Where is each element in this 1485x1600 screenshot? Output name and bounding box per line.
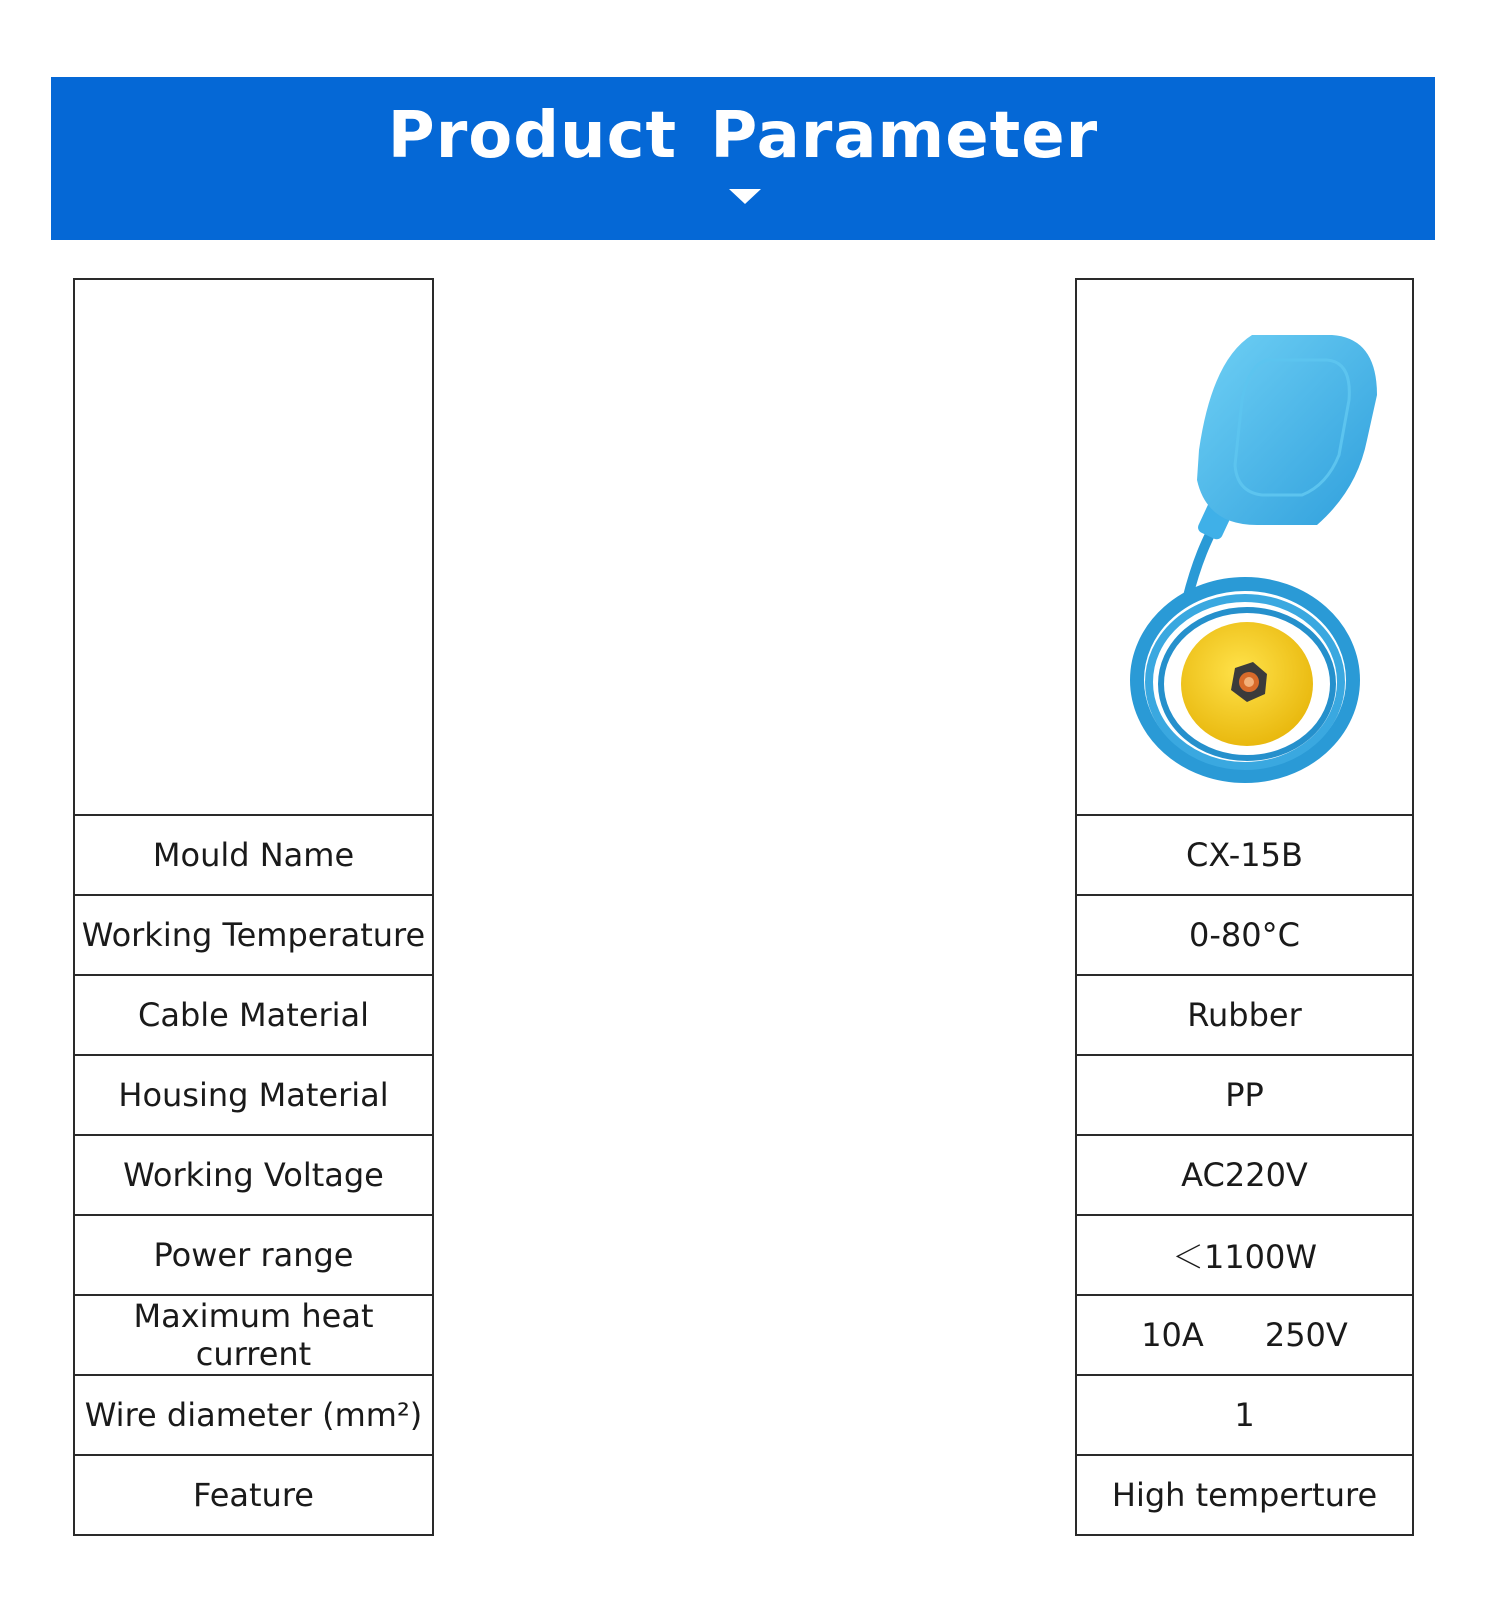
value-power-range: ＜1100W <box>1076 1215 1413 1295</box>
label-power-range: Power range <box>74 1215 433 1295</box>
labels-table <box>73 278 434 1536</box>
float-switch-image <box>1077 280 1412 814</box>
values-column <box>1075 278 1410 1536</box>
triangle-down-icon <box>729 189 761 204</box>
values-table <box>1075 278 1414 1536</box>
product-image-cell <box>1076 279 1413 815</box>
value-wire-diameter: 1 <box>1076 1375 1413 1455</box>
label-housing-material: Housing Material <box>74 1055 433 1135</box>
empty-image-cell <box>74 279 433 815</box>
label-wire-diameter: Wire diameter (mm²) <box>74 1375 433 1455</box>
value-feature: High temperture <box>1076 1455 1413 1535</box>
value-maximum-heat-current: 10A 250V <box>1076 1295 1413 1375</box>
header-banner <box>51 77 1435 240</box>
label-feature: Feature <box>74 1455 433 1535</box>
page-title: Product Parameter <box>387 99 1099 173</box>
value-mould-name: CX-15B <box>1076 815 1413 895</box>
label-mould-name: Mould Name <box>74 815 433 895</box>
value-working-temperature: 0-80°C <box>1076 895 1413 975</box>
value-working-voltage: AC220V <box>1076 1135 1413 1215</box>
float-switch-illustration <box>1077 280 1412 814</box>
label-maximum-heat-current: Maximum heat current <box>74 1295 433 1375</box>
labels-column <box>73 278 434 1536</box>
label-working-temperature: Working Temperature <box>74 895 433 975</box>
label-cable-material: Cable Material <box>74 975 433 1055</box>
value-cable-material: Rubber <box>1076 975 1413 1055</box>
label-working-voltage: Working Voltage <box>74 1135 433 1215</box>
value-housing-material: PP <box>1076 1055 1413 1135</box>
